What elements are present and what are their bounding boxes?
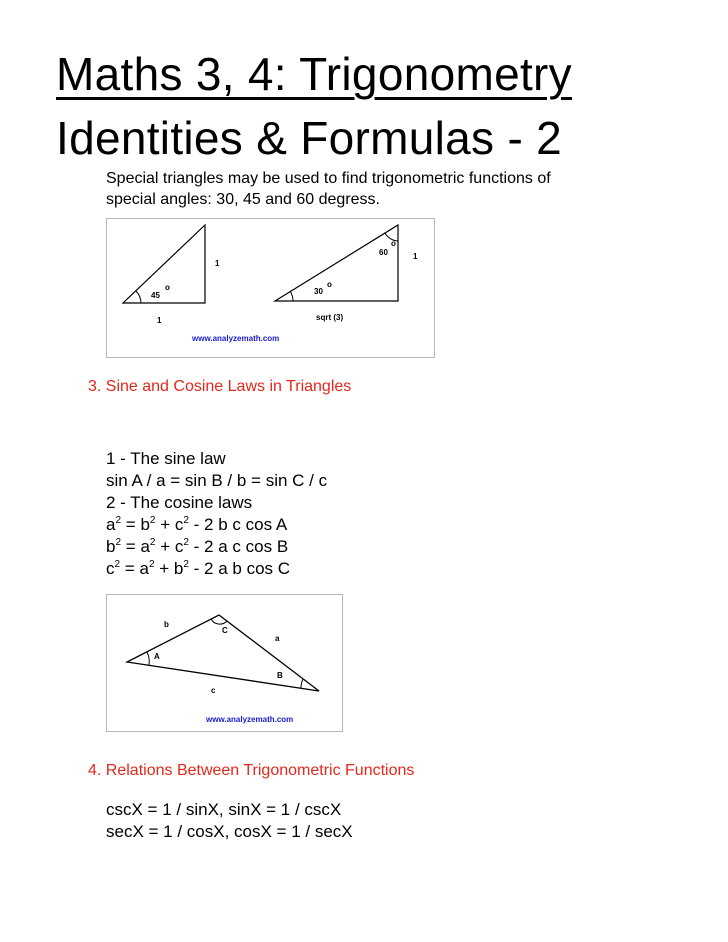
angle-label-60: 60	[379, 248, 388, 257]
reciprocal-csc-sin: cscX = 1 / sinX, sinX = 1 / cscX	[106, 800, 342, 819]
vertex-label-A: A	[154, 652, 160, 661]
triangle-45	[123, 225, 205, 303]
angle-arc-A	[147, 652, 149, 665]
angle-arc-45	[136, 291, 141, 303]
cosine-law-a: $a^2 = b^2 + c^2 - 2$ b c cos A	[106, 515, 288, 534]
degree-mark-60: o	[391, 239, 396, 248]
cosine-law-b: $b^2 = a^2 + c^2 - 2$ a c cos B	[106, 537, 289, 556]
angle-arc-B	[301, 679, 303, 688]
section-3-heading: 3. Sine and Cosine Laws in Triangles	[88, 378, 352, 395]
degree-mark-30: o	[327, 280, 332, 289]
section-4-heading: 4. Relations Between Trigonometric Functions	[88, 762, 415, 779]
side-label-base-2: sqrt (3)	[316, 313, 344, 322]
cosine-law-title: 2 - The cosine laws	[106, 493, 253, 512]
intro-line-1: Special triangles may be used to find trigonometric functions of	[106, 170, 551, 187]
intro-line-2: special angles: 30, 45 and 60 degress.	[106, 191, 380, 208]
triangle-30-60	[275, 225, 398, 301]
angle-label-45: 45	[151, 291, 160, 300]
side-label-b: b	[164, 620, 169, 629]
sine-law-formula: sin A / a = sin B / b = sin C / c	[106, 471, 328, 490]
side-label-base-1: 1	[157, 316, 162, 325]
vertex-label-B: B	[277, 671, 283, 680]
angle-label-30: 30	[314, 287, 323, 296]
reciprocal-sec-cos: secX = 1 / cosX, cosX = 1 / secX	[106, 822, 353, 841]
watermark: www.analyzemath.com	[206, 715, 294, 724]
side-label-vertical-2: 1	[413, 252, 418, 261]
general-triangle-diagram	[107, 595, 342, 731]
page-title-line-1: Maths 3, 4: Trigonometry	[56, 48, 572, 100]
watermark: www.analyzemath.com	[192, 334, 280, 343]
cosine-law-c: $c^2 = a^2 + b^2 - 2$ a b cos C	[106, 559, 291, 578]
side-label-c: c	[211, 686, 216, 695]
side-label-vertical-1: 1	[215, 259, 220, 268]
general-triangle-figure	[106, 594, 343, 732]
angle-arc-30	[290, 291, 293, 301]
sine-law-title: 1 - The sine law	[106, 449, 226, 468]
side-label-a: a	[275, 634, 280, 643]
page-title-line-2: Identities & Formulas - 2	[56, 112, 563, 164]
degree-mark-45: o	[165, 283, 170, 292]
vertex-label-C: C	[222, 626, 228, 635]
special-triangles-diagram	[107, 219, 434, 357]
special-triangles-figure	[106, 218, 435, 358]
